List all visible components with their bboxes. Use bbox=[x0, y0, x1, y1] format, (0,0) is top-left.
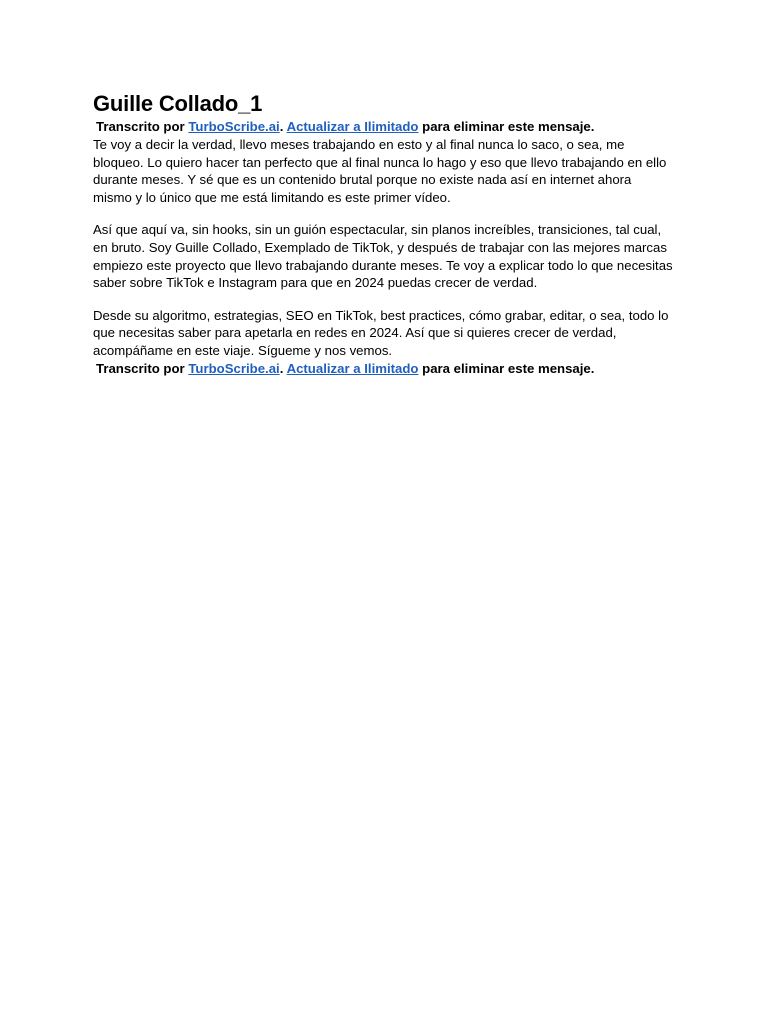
transcription-notice-bottom bbox=[93, 360, 673, 378]
transcription-notice-top bbox=[93, 118, 673, 136]
notice-suffix: para eliminar este mensaje. bbox=[422, 119, 595, 134]
turboscribe-link[interactable]: TurboScribe.ai bbox=[188, 360, 280, 376]
notice-separator: . bbox=[279, 360, 284, 376]
paragraph-2: Así que aquí va, sin hooks, sin un guión espectacular, sin planos increíbles, transiciones, tal cual, en bruto. Soy Guille Collado, Exemplado de TikTok, y después de trabajar con las mejores marcas empiezo este proyecto que llevo trabajando durante meses. Te voy a explicar todo lo que necesitas saber sobre TikTok e Instagram para que en 2024 puedas crecer de verdad. bbox=[93, 222, 673, 291]
notice-prefix: Transcrito por bbox=[96, 360, 185, 376]
paragraph-3: Desde su algoritmo, estrategias, SEO en TikTok, best practices, cómo grabar, editar, o sea, todo lo que necesitas saber para apetarla en redes en 2024. Así que si quieres crecer de verdad, acompáñame en este viaje. Sígueme y nos vemos. bbox=[93, 307, 669, 358]
upgrade-unlimited-link[interactable]: Actualizar a Ilimitado bbox=[286, 360, 419, 376]
notice-separator: . bbox=[279, 119, 284, 134]
paragraph-1: Te voy a decir la verdad, llevo meses trabajando en esto y al final nunca lo saco, o sea, me bloqueo. Lo quiero hacer tan perfecto que al final nunca lo hago y eso que llevo trabajando en ello durante meses. Y sé que es un contenido brutal porque no existe nada así en internet ahora mismo y lo único que me está limitando es este primer vídeo. bbox=[93, 137, 667, 205]
upgrade-unlimited-link[interactable]: Actualizar a Ilimitado bbox=[286, 119, 419, 134]
notice-suffix: para eliminar este mensaje. bbox=[422, 360, 595, 376]
notice-prefix: Transcrito por bbox=[96, 119, 185, 134]
document-page bbox=[93, 90, 673, 378]
document-title: Guille Collado_1 bbox=[93, 91, 263, 116]
turboscribe-link[interactable]: TurboScribe.ai bbox=[188, 119, 280, 134]
